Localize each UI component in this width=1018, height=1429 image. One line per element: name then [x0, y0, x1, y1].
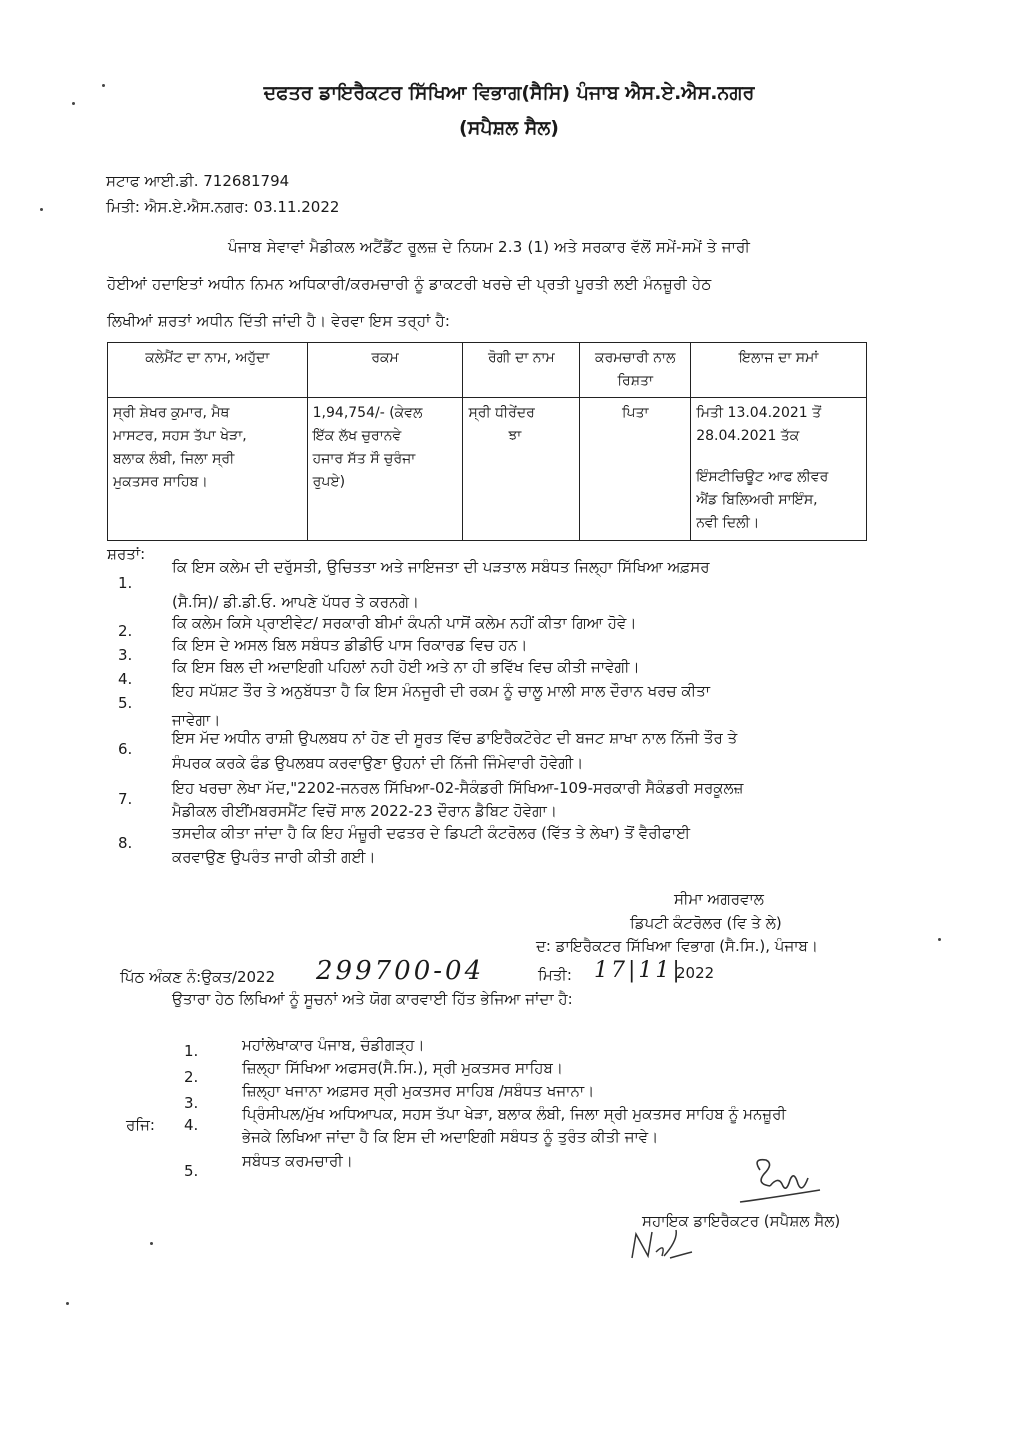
office-title: ਦਫਤਰ ਡਾਇਰੈਕਟਰ ਸਿੱਖਿਆ ਵਿਭਾਗ(ਸੈਸਿ) ਪੰਜਾਬ ਐਸ.ਏ.ਐਸ.ਨਗਰ [263, 82, 755, 104]
condition-line: ਕਰਵਾਉਣ ਉਪਰੰਤ ਜਾਰੀ ਕੀਤੀ ਗਈ। [172, 848, 376, 866]
condition-line: ਕਿ ਇਸ ਬਿਲ ਦੀ ਅਦਾਇਗੀ ਪਹਿਲਾਂ ਨਹੀ ਹੋਈ ਅਤੇ ਨਾ ਹੀ ਭਵਿੱਖ ਵਿਚ ਕੀਤੀ ਜਾਵੇਗੀ। [172, 658, 640, 676]
copy-number: 5. [184, 1162, 199, 1180]
scan-speck [66, 1302, 69, 1305]
condition-line: ਕਿ ਕਲੇਮ ਕਿਸੇ ਪ੍ਰਾਈਵੇਟ/ ਸਰਕਾਰੀ ਬੀਮਾਂ ਕੰਪਨੀ ਪਾਸੋਂ ਕਲੇਮ ਨਹੀਂ ਕੀਤਾ ਗਿਆ ਹੋਵੇ। [172, 614, 637, 632]
endorsement-intro: ਉਤਾਰਾ ਹੇਠ ਲਿਖਿਆਂ ਨੂੰ ਸੂਚਨਾਂ ਅਤੇ ਯੋਗ ਕਾਰਵਾਈ ਹਿੱਤ ਭੇਜਿਆ ਜਾਂਦਾ ਹੈ: [172, 990, 573, 1008]
condition-number: 7. [118, 790, 133, 808]
claimant-line: ਮਾਸਟਰ, ਸਹਸ ਤੱਪਾ ਖੇੜਾ, [113, 428, 247, 444]
copy-number: 1. [184, 1042, 199, 1060]
copy-number: 4. [184, 1116, 199, 1134]
claim-table [107, 342, 867, 541]
copy-line: ਜ਼ਿਲ੍ਹਾ ਸਿੱਖਿਆ ਅਫਸਰ(ਸੈ.ਸਿ.), ਸ੍ਰੀ ਮੁਕਤਸਰ ਸਾਹਿਬ। [242, 1059, 563, 1077]
registered-label: ਰਜਿ: [126, 1116, 155, 1134]
intro-line-2: ਹੋਈਆਂ ਹਦਾਇਤਾਂ ਅਧੀਨ ਨਿਮਨ ਅਧਿਕਾਰੀ/ਕਰਮਚਾਰੀ ਨੂੰ ਡਾਕਟਰੀ ਖਰਚੇ ਦੀ ਪ੍ਰਤੀ ਪੂਰਤੀ ਲਈ ਮੰਨਜ਼ੂਰੀ ਹੇਠ [107, 275, 712, 293]
claim-table-header-row [108, 343, 867, 398]
claimant-line: ਮੁਕਤਸਰ ਸਾਹਿਬ। [113, 474, 208, 490]
endorsement-date-label: ਮਿਤੀ: [538, 966, 572, 984]
condition-line: ਕਿ ਇਸ ਦੇ ਅਸਲ ਬਿਲ ਸਬੰਧਤ ਡੀਡੀਓ ਪਾਸ ਰਿਕਾਰਡ ਵਿਚ ਹਨ। [172, 636, 528, 654]
signatory-designation: ਡਿਪਟੀ ਕੰਟਰੋਲਰ (ਵਿ ਤੇ ਲੇ) [630, 914, 782, 932]
endorsement-date-year: 2022 [676, 964, 715, 982]
amount-line: ਇੱਕ ਲੱਖ ਚੁਰਾਨਵੇ [312, 428, 402, 444]
relation-text: ਪਿਤਾ [621, 405, 649, 421]
condition-number: 8. [118, 834, 133, 852]
signature-mark [730, 1150, 830, 1210]
endorsement-date-handwritten: 17|11| [594, 958, 683, 983]
condition-number: 5. [118, 694, 133, 712]
scan-speck [938, 938, 941, 941]
condition-number: 2. [118, 622, 133, 640]
copy-line: ਮਹਾਂਲੇਖਾਕਾਰ ਪੰਜਾਬ, ਚੰਡੀਗੜ੍ਹ। [242, 1036, 425, 1054]
condition-number: 6. [118, 740, 133, 758]
copy-line: ਜ਼ਿਲ੍ਹਾ ਖਜਾਨਾ ਅਫ਼ਸਰ ਸ੍ਰੀ ਮੁਕਤਸਰ ਸਾਹਿਬ /ਸਬੰਧਤ ਖਜਾਨਾ। [242, 1082, 595, 1100]
condition-number: 4. [118, 670, 133, 688]
cell-claimant [108, 398, 308, 541]
copy-number: 3. [184, 1094, 199, 1112]
condition-line: ਇਸ ਮੱਦ ਅਧੀਨ ਰਾਸ਼ੀ ਉਪਲਬਧ ਨਾਂ ਹੋਣ ਦੀ ਸੂਰਤ ਵਿੱਚ ਡਾਇਰੈਕਟੋਰੇਟ ਦੀ ਬਜਟ ਸ਼ਾਖਾ ਨਾਲ ਨਿੱਜੀ ਤੌਰ ਤੇ [172, 729, 738, 747]
staff-id: ਸਟਾਫ ਆਈ.ਡੀ. 712681794 [106, 172, 290, 190]
closing-designation: ਸਹਾਇਕ ਡਾਇਰੈਕਟਰ (ਸਪੈਸ਼ਲ ਸੈਲ) [642, 1212, 841, 1230]
col-claimant-header: ਕਲੇਮੈਂਟ ਦਾ ਨਾਮ, ਅਹੁੱਦਾ [108, 343, 308, 398]
patient-line: ਝਾ [508, 428, 522, 444]
cell-period [691, 398, 867, 541]
condition-number: 1. [118, 574, 133, 592]
office-subtitle: (ਸਪੈਸ਼ਲ ਸੈਲ) [459, 117, 559, 139]
amount-line: ਰੁਪਏ) [312, 474, 346, 490]
endorsement-number-handwritten: 299700-04 [316, 956, 485, 986]
copy-line: ਭੇਜਕੇ ਲਿਖਿਆ ਜਾਂਦਾ ਹੈ ਕਿ ਇਸ ਦੀ ਅਦਾਇਗੀ ਸਬੰਧਤ ਨੂੰ ਤੁਰੰਤ ਕੀਤੀ ਜਾਵੇ। [242, 1128, 659, 1146]
endorsement-number-label: ਪਿੱਠ ਅੰਕਣ ਨੰ:ਉਕਤ/2022 [120, 968, 276, 986]
cell-relation [580, 398, 691, 541]
condition-number: 3. [118, 646, 133, 664]
conditions-label: ਸ਼ਰਤਾਂ: [107, 545, 146, 563]
condition-line: ਸੰਪਰਕ ਕਰਕੇ ਫੰਡ ਉਪਲਬਧ ਕਰਵਾਉਣਾ ਉਹਨਾਂ ਦੀ ਨਿੱਜੀ ਜਿੰਮੇਵਾਰੀ ਹੋਵੇਗੀ। [172, 754, 584, 772]
condition-line: ਮੈਡੀਕਲ ਰੀਈਂਮਬਰਸਮੈਂਟ ਵਿਚੋਂ ਸਾਲ 2022-23 ਦੌਰਾਨ ਡੈਬਿਟ ਹੋਵੇਗਾ। [172, 802, 557, 820]
copy-line: ਸਬੰਧਤ ਕਰਮਚਾਰੀ। [242, 1152, 353, 1170]
condition-line: (ਸੈ.ਸਿ)/ ਡੀ.ਡੀ.ਓ. ਆਪਣੇ ਪੱਧਰ ਤੇ ਕਰਨਗੇ। [172, 593, 419, 611]
issue-date: ਮਿਤੀ: ਐਸ.ਏ.ਐਸ.ਨਗਰ: 03.11.2022 [106, 198, 340, 216]
condition-line: ਜਾਵੇਗਾ। [172, 711, 221, 729]
condition-line: ਕਿ ਇਸ ਕਲੇਮ ਦੀ ਦਰੁੱਸਤੀ, ਉਚਿਤਤਾ ਅਤੇ ਜਾਇਜਤਾ ਦੀ ਪੜਤਾਲ ਸਬੰਧਤ ਜਿਲ੍ਹਾ ਸਿੱਖਿਆ ਅਫ਼ਸਰ [172, 558, 710, 576]
amount-line: 1,94,754/- (ਕੇਵਲ [312, 405, 423, 421]
period-line: ਮਿਤੀ 13.04.2021 ਤੋਂ [696, 405, 822, 421]
condition-line: ਤਸਦੀਕ ਕੀਤਾ ਜਾਂਦਾ ਹੈ ਕਿ ਇਹ ਮੰਜ਼ੂਰੀ ਦਫਤਰ ਦੇ ਡਿਪਟੀ ਕੰਟਰੋਲਰ (ਵਿੱਤ ਤੇ ਲੇਖਾ) ਤੋਂ ਵੈਰੀਫਾਈ [172, 824, 691, 842]
patient-line: ਸ੍ਰੀ ਧੀਰੇਂਦਰ [468, 405, 535, 421]
copy-line: ਪ੍ਰਿੰਸੀਪਲ/ਮੁੱਖ ਅਧਿਆਪਕ, ਸਹਸ ਤੱਪਾ ਖੇੜਾ, ਬਲਾਕ ਲੰਬੀ, ਜਿਲਾ ਸ੍ਰੀ ਮੁਕਤਸਰ ਸਾਹਿਬ ਨੂੰ ਮਨਜ਼ੂਰੀ [242, 1105, 786, 1123]
signatory-name: ਸੀਮਾ ਅਗਰਵਾਲ [674, 890, 764, 908]
cell-patient [463, 398, 580, 541]
condition-line: ਇਹ ਸਪੱਸ਼ਟ ਤੌਰ ਤੇ ਅਨੁਬੱਧਤਾ ਹੈ ਕਿ ਇਸ ਮੰਨਜੂਰੀ ਦੀ ਰਕਮ ਨੂੰ ਚਾਲੂ ਮਾਲੀ ਸਾਲ ਦੌਰਾਨ ਖਰਚ ਕੀਤਾ [172, 682, 711, 700]
cell-amount [307, 398, 463, 541]
claimant-line: ਸ੍ਰੀ ਸ਼ੇਖਰ ਕੁਮਾਰ, ਮੈਥ [113, 405, 230, 421]
hospital-line: ਇੰਸਟੀਚਿਊਟ ਆਫ ਲੀਵਰ [696, 469, 829, 485]
amount-line: ਹਜਾਰ ਸੱਤ ਸੌ ਚੁਰੰਜਾ [312, 451, 416, 467]
table-row [108, 398, 867, 541]
intro-line-1: ਪੰਜਾਬ ਸੇਵਾਵਾਂ ਮੈਡੀਕਲ ਅਟੈਂਡੈਂਟ ਰੂਲਜ਼ ਦੇ ਨਿਯਮ 2.3 (1) ਅਤੇ ਸਰਕਾਰ ਵੱਲੋਂ ਸਮੇਂ-ਸਮੇਂ ਤੇ ਜਾਰੀ [228, 238, 751, 256]
col-relation-header: ਕਰਮਚਾਰੀ ਨਾਲ ਰਿਸ਼ਤਾ [580, 343, 691, 398]
signatory-office: ਦ: ਡਾਇਰੈਕਟਰ ਸਿੱਖਿਆ ਵਿਭਾਗ (ਸੈ.ਸਿ.), ਪੰਜਾਬ। [536, 937, 819, 955]
scan-speck [40, 208, 43, 211]
col-period-header: ਇਲਾਜ ਦਾ ਸਮਾਂ [691, 343, 867, 398]
claimant-line: ਬਲਾਕ ਲੰਬੀ, ਜਿਲਾ ਸ੍ਰੀ [113, 451, 235, 467]
col-patient-header: ਰੋਗੀ ਦਾ ਨਾਮ [463, 343, 580, 398]
intro-line-3: ਲਿਖੀਆਂ ਸ਼ਰਤਾਂ ਅਧੀਨ ਦਿੱਤੀ ਜਾਂਦੀ ਹੈ। ਵੇਰਵਾ ਇਸ ਤਰ੍ਹਾਂ ਹੈ: [107, 312, 451, 330]
copy-number: 2. [184, 1068, 199, 1086]
hospital-line: ਐਂਡ ਬਿਲਿਅਰੀ ਸਾਇੰਸ, [696, 492, 818, 508]
period-line: 28.04.2021 ਤੱਕ [696, 428, 800, 444]
col-amount-header: ਰਕਮ [307, 343, 463, 398]
hospital-line: ਨਵੀ ਦਿਲੀ। [696, 515, 760, 531]
condition-line: ਇਹ ਖਰਚਾ ਲੇਖਾ ਮੱਦ,"2202-ਜਨਰਲ ਸਿੱਖਿਆ-02-ਸੈਕੰਡਰੀ ਸਿੱਖਿਆ-109-ਸਰਕਾਰੀ ਸੈਕੰਡਰੀ ਸਰਕੂਲਜ਼ [172, 779, 744, 797]
scan-speck [150, 1242, 153, 1245]
